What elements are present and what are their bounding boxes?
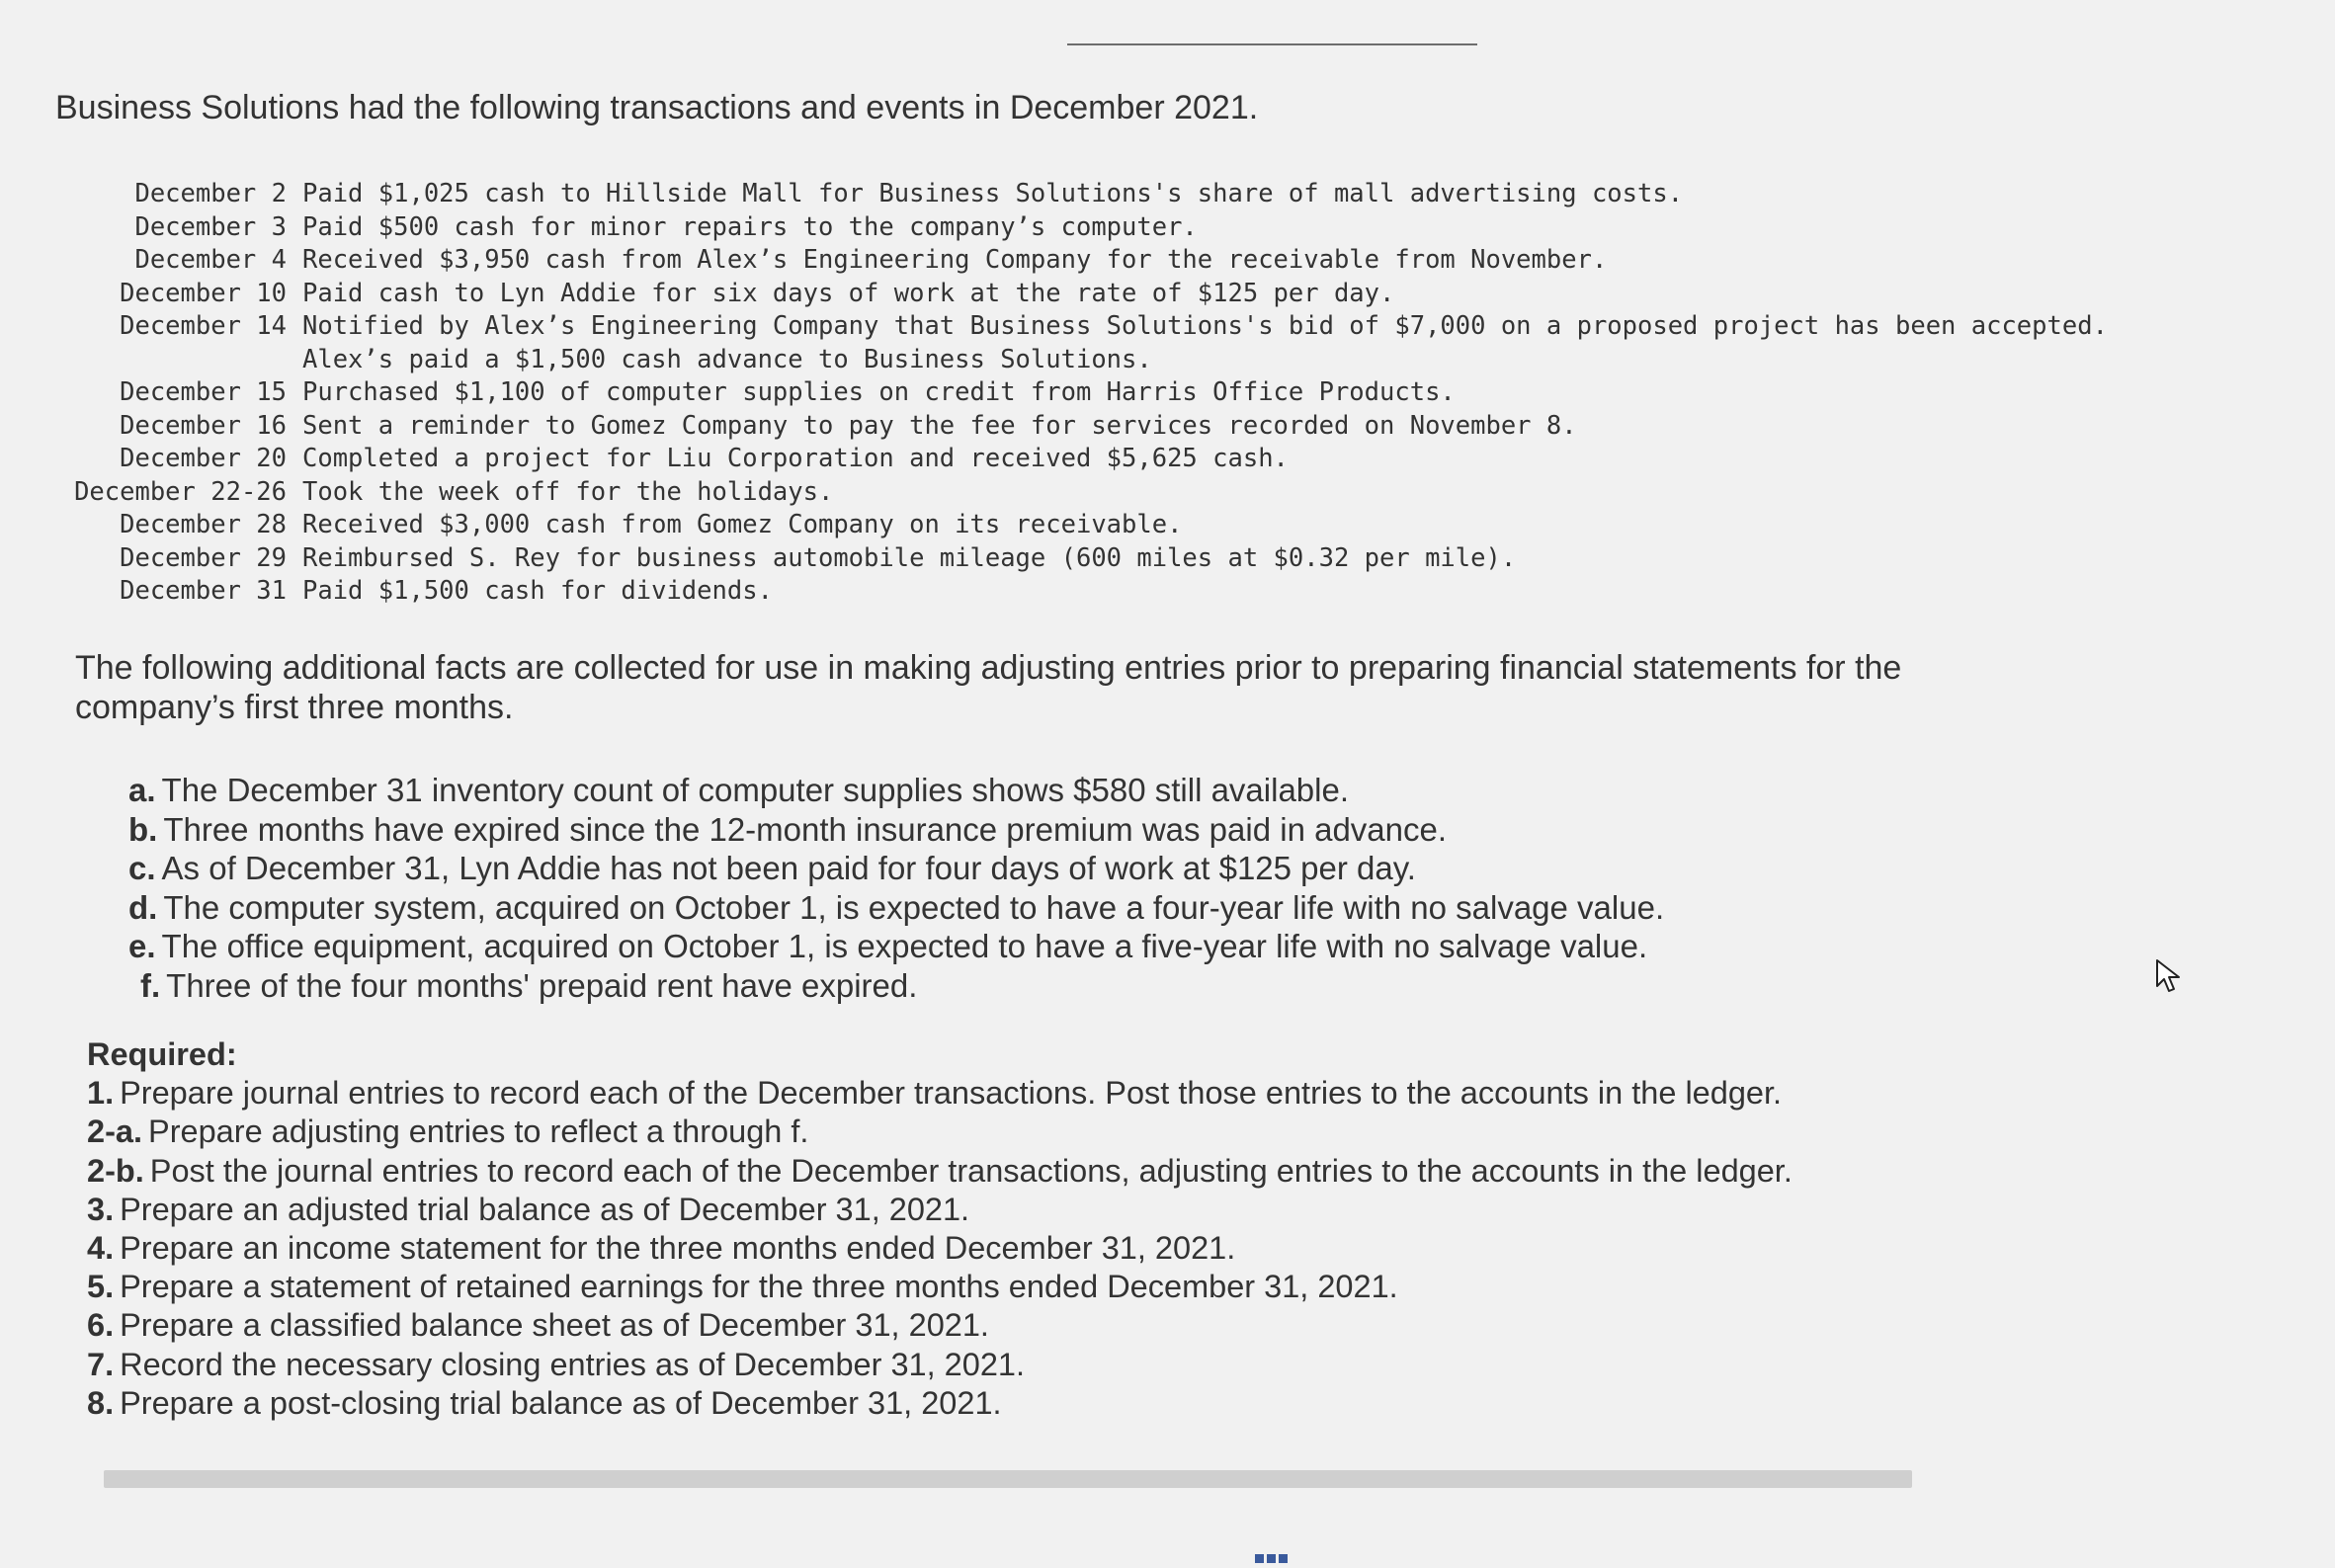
fact-text: The December 31 inventory count of computer supplies shows $580 still available. [161, 772, 1350, 808]
fact-letter: f. [140, 966, 161, 1004]
fact-item [128, 927, 1664, 966]
fact-text: As of December 31, Lyn Addie has not been paid for four days of work at $125 per day. [161, 850, 1416, 886]
required-number: 7. [87, 1346, 115, 1382]
transaction-date: December 29 [120, 542, 287, 573]
required-text: Post the journal entries to record each of the December transactions, adjusting entries to the accounts in the ledger. [149, 1152, 1793, 1189]
required-item [87, 1074, 1793, 1113]
transaction-date: December 31 [120, 576, 287, 606]
transaction-date: December 20 [120, 444, 287, 473]
transaction-description: Purchased $1,100 of computer supplies on credit from Harris Office Products. [302, 377, 1456, 407]
top-divider [1067, 43, 1477, 45]
required-text: Record the necessary closing entries as of December 31, 2021. [120, 1346, 1026, 1382]
fact-item [140, 966, 1664, 1006]
required-text: Prepare an adjusted trial balance as of December 31, 2021. [120, 1191, 970, 1227]
transaction-row [65, 376, 2130, 410]
required-section [87, 1035, 1793, 1423]
transaction-date: December 22-26 [74, 476, 287, 507]
transaction-row [65, 542, 2130, 576]
transaction-row [65, 278, 2130, 311]
required-number: 5. [87, 1269, 115, 1305]
fact-letter: d. [128, 888, 158, 926]
fact-text: The computer system, acquired on October 1, is expected to have a four-year life with no salvage value. [163, 888, 1665, 926]
transaction-row [65, 310, 2130, 376]
transaction-description: Paid $1,500 cash for dividends. [302, 576, 773, 606]
fact-item [128, 810, 1664, 850]
required-number: 6. [87, 1307, 115, 1344]
transaction-description: Completed a project for Liu Corporation and received $5,625 cash. [302, 444, 1289, 473]
horizontal-scrollbar[interactable] [104, 1470, 1912, 1488]
transaction-row [65, 575, 2130, 609]
more-dots-icon[interactable] [1255, 1554, 1288, 1563]
required-number: 3. [87, 1191, 115, 1227]
mouse-pointer-icon [2154, 958, 2182, 994]
fact-item [128, 849, 1664, 888]
required-item [87, 1346, 1793, 1384]
transaction-date: December 3 [134, 211, 287, 242]
required-number: 2-a. [87, 1114, 143, 1150]
transaction-row [65, 410, 2130, 444]
fact-item [128, 888, 1664, 928]
transaction-description: Paid cash to Lyn Addie for six days of work at the rate of $125 per day. [302, 278, 1395, 308]
intro-text: Business Solutions had the following transactions and events in December 2021. [55, 89, 1259, 126]
transaction-row [65, 211, 2130, 245]
required-item [87, 1384, 1793, 1423]
required-item [87, 1113, 1793, 1151]
required-item [87, 1268, 1793, 1306]
transaction-date: December 4 [134, 245, 287, 275]
fact-letter: c. [128, 850, 156, 886]
required-item [87, 1191, 1793, 1229]
transaction-description: Paid $500 cash for minor repairs to the company’s computer. [302, 211, 1198, 242]
required-text: Prepare a classified balance sheet as of December 31, 2021. [120, 1307, 989, 1344]
transaction-date: December 2 [134, 179, 287, 208]
fact-letter: a. [128, 772, 156, 808]
fact-letter: e. [128, 928, 156, 964]
transaction-description: Paid $1,025 cash to Hillside Mall for Business Solutions's share of mall advertising costs. [302, 179, 1684, 208]
transaction-description: Received $3,000 cash from Gomez Company on its receivable. [302, 510, 1183, 539]
required-item [87, 1229, 1793, 1268]
transaction-row [65, 509, 2130, 542]
transaction-row [65, 244, 2130, 278]
transaction-description: Took the week off for the holidays. [302, 476, 834, 507]
transaction-date: December 10 [120, 278, 287, 308]
transaction-description: Received $3,950 cash from Alex’s Engineering Company for the receivable from November. [302, 245, 1608, 275]
fact-text: Three months have expired since the 12-month insurance premium was paid in advance. [163, 810, 1448, 848]
required-number: 8. [87, 1384, 115, 1421]
fact-text: The office equipment, acquired on October 1, is expected to have a five-year life with no salvage value. [161, 928, 1648, 964]
fact-item [128, 771, 1664, 810]
required-text: Prepare journal entries to record each of the December transactions. Post those entries to the accounts in the ledger. [120, 1075, 1783, 1112]
required-title: Required: [87, 1036, 237, 1072]
facts-intro-text: The following additional facts are collected for use in making adjusting entries prior to preparing financial statements for the company’s first three months. [75, 649, 1902, 726]
required-number: 2-b. [87, 1152, 144, 1189]
required-item [87, 1152, 1793, 1191]
required-item [87, 1306, 1793, 1345]
adjusting-facts-list [128, 771, 1664, 1005]
transaction-date: December 14 [120, 311, 287, 341]
transaction-row [65, 443, 2130, 476]
required-text: Prepare a post-closing trial balance as of December 31, 2021. [120, 1384, 1002, 1421]
transaction-date: December 28 [120, 510, 287, 539]
transactions-list [65, 178, 2130, 609]
transaction-description: Notified by Alex’s Engineering Company that Business Solutions's bid of $7,000 on a proposed project has been accepted. Alex’s paid a $1,500 cash advance to Business Solutions. [302, 311, 2108, 374]
transaction-date: December 16 [120, 410, 287, 441]
required-text: Prepare adjusting entries to reflect a through f. [148, 1114, 809, 1150]
required-text: Prepare an income statement for the three months ended December 31, 2021. [120, 1230, 1236, 1267]
transaction-description: Reimbursed S. Rey for business automobile mileage (600 miles at $0.32 per mile). [302, 542, 1517, 573]
fact-text: Three of the four months' prepaid rent have expired. [166, 966, 918, 1004]
required-number: 4. [87, 1230, 115, 1267]
transaction-date: December 15 [120, 377, 287, 407]
transaction-row [65, 476, 2130, 510]
required-text: Prepare a statement of retained earnings for the three months ended December 31, 2021. [120, 1269, 1398, 1305]
transaction-description: Sent a reminder to Gomez Company to pay the fee for services recorded on November 8. [302, 410, 1577, 441]
required-number: 1. [87, 1075, 115, 1112]
transaction-row [65, 178, 2130, 211]
fact-letter: b. [128, 810, 158, 848]
